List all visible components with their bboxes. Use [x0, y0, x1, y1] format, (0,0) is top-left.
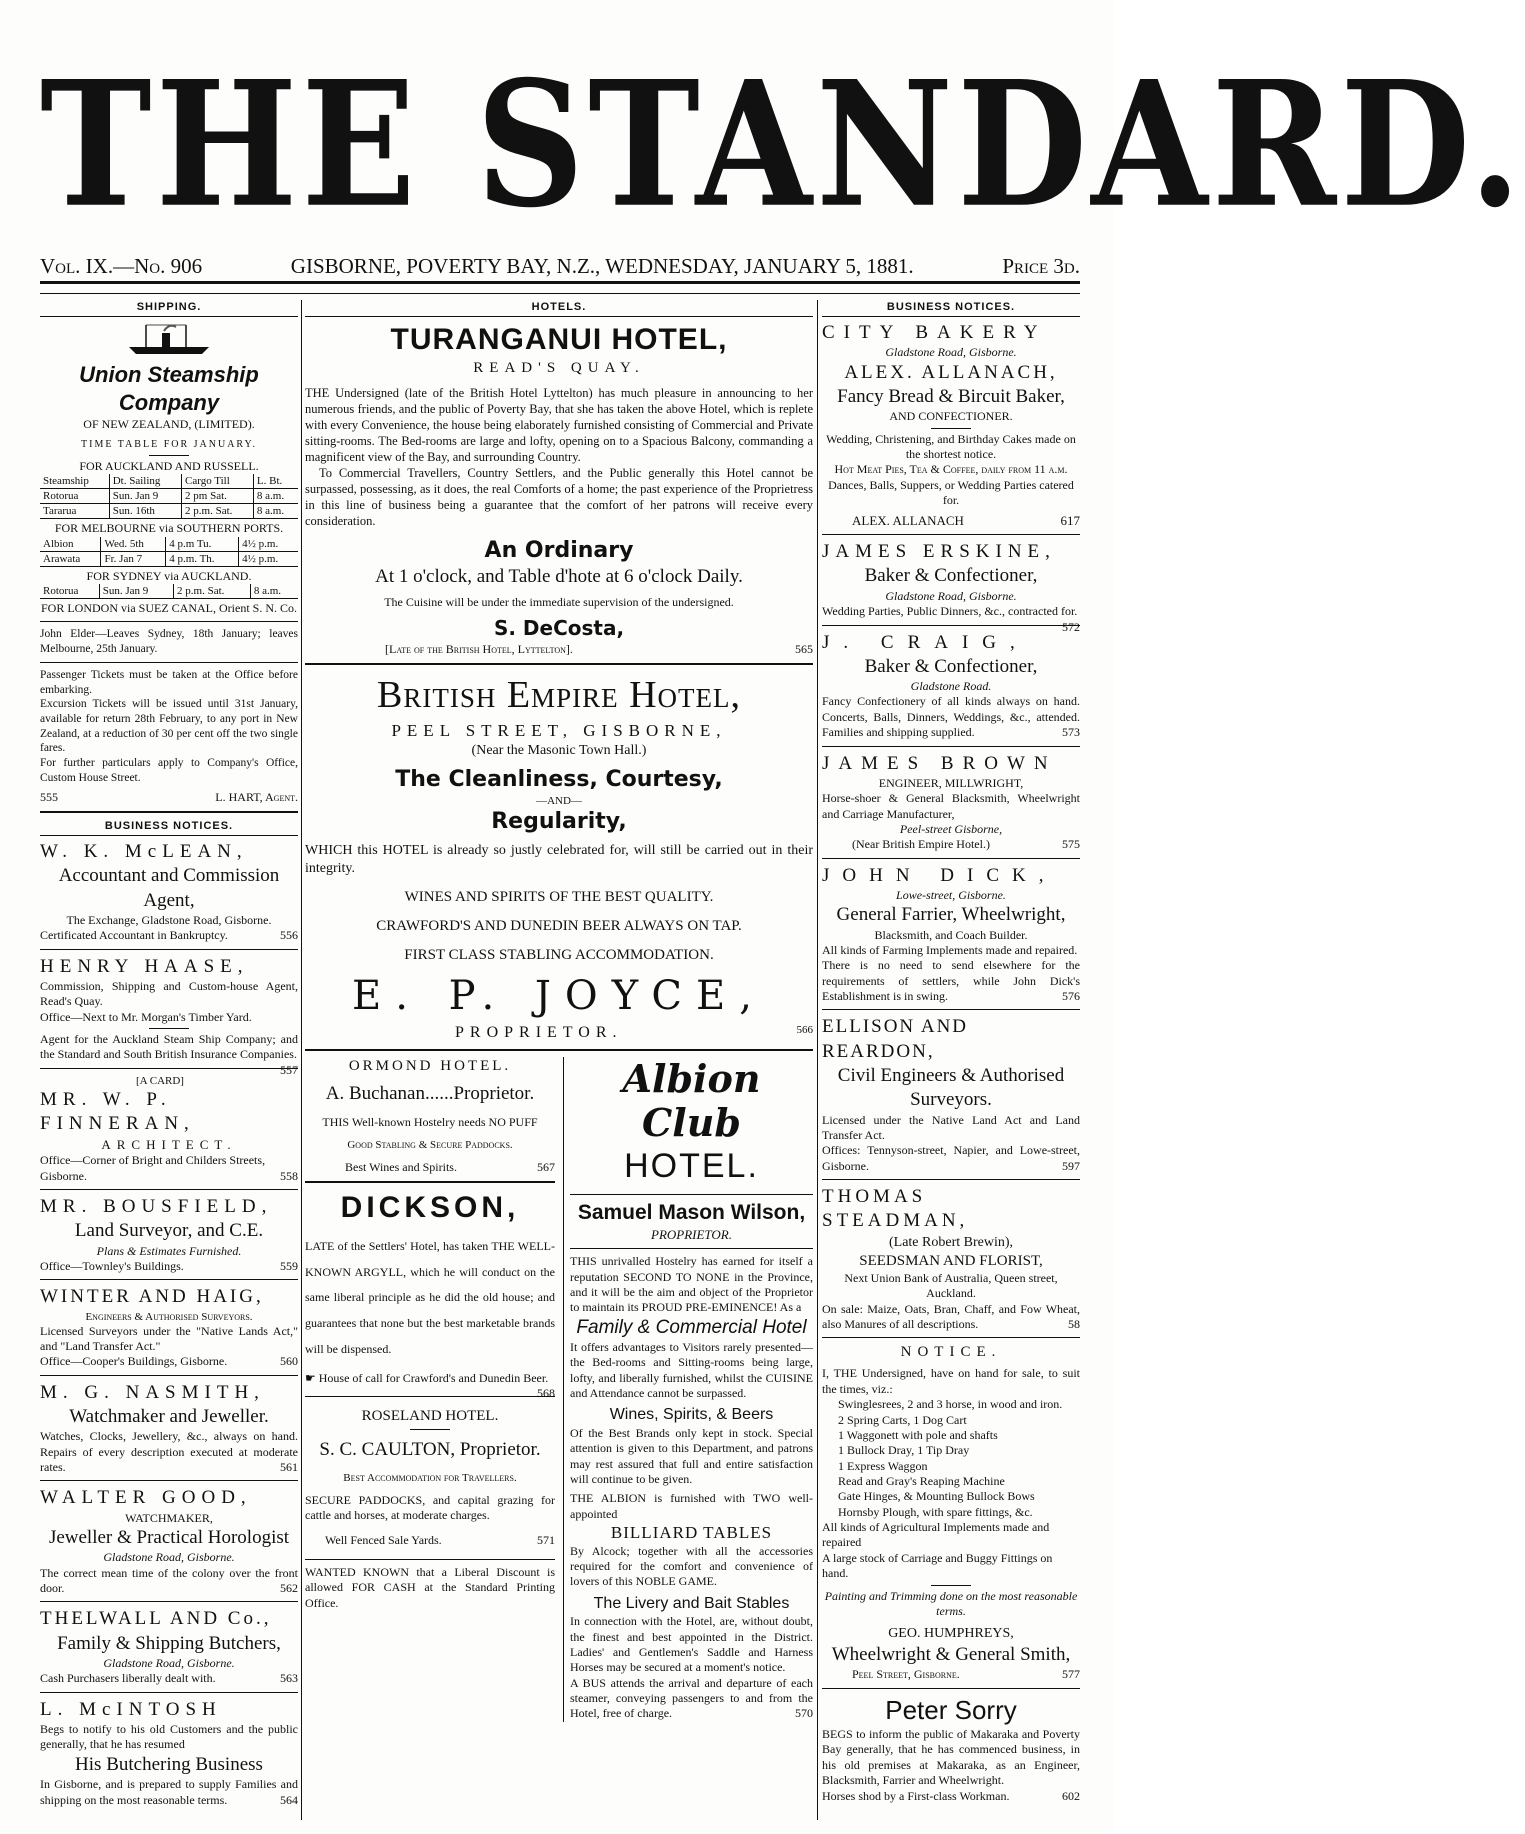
divider — [40, 1068, 298, 1069]
ad-name: MR. W. P. FINNERAN, — [40, 1088, 195, 1135]
divider — [149, 1028, 189, 1029]
ad-text: Horse-shoer & General Blacksmith, Wheelwright and Carriage Manufacturer, — [822, 791, 1080, 821]
table-cell: Sun. 16th — [109, 504, 181, 519]
route-heading: FOR LONDON via SUEZ CANAL, Orient S. N. Co. — [41, 601, 297, 616]
ad-title: SEEDSMAN AND FLORIST, — [859, 1252, 1043, 1269]
ad-number: 576 — [1062, 989, 1080, 1004]
masthead — [40, 43, 1525, 247]
table-row — [40, 551, 298, 566]
paragraph: Of the Best Brands only kept in stock. Special attention is given to this Department, and patrons may rest assured that full and entire satisfaction will continue to be given. — [570, 1425, 813, 1486]
divider — [40, 1692, 298, 1693]
schedule-table — [40, 537, 298, 567]
divider — [822, 625, 1080, 626]
ad-text: WINES AND SPIRITS OF THE BEST QUALITY. — [404, 888, 714, 905]
ad-title: Baker & Confectioner, — [864, 565, 1038, 587]
ad-number: 559 — [280, 1258, 298, 1273]
divider — [822, 1179, 1080, 1180]
table-cell: Sun. Jan 9 — [99, 584, 173, 599]
ad-name: WINTER AND HAIG, — [40, 1286, 264, 1308]
ad-text: Painting and Trimming done on the most reasonable terms. — [824, 1588, 1078, 1618]
steamship-icon — [124, 321, 214, 357]
ad-title: Wheelwright & General Smith, — [831, 1644, 1071, 1666]
table-cell: Arawata — [40, 551, 101, 566]
ad-text: Offices: Tennyson-street, Napier, and Lowe-street, Gisborne. — [822, 1143, 1080, 1173]
notice-list — [822, 1397, 1080, 1520]
ad-text: Office—Corner of Bright and Childers Streets, Gisborne. — [40, 1153, 266, 1183]
ad-number: 575 — [1062, 837, 1080, 852]
divider — [822, 858, 1080, 859]
ad-heading: The Cleanliness, Courtesy, — [395, 766, 723, 792]
ad-heading: Wines, Spirits, & Beers — [609, 1406, 774, 1424]
ad-address: Gladstone Road, Gisborne. — [885, 588, 1017, 603]
hotel-name: Albion Club — [622, 1056, 761, 1146]
divider — [40, 1480, 298, 1481]
ad-number: 556 — [280, 928, 298, 943]
paragraph: A BUS attends the arrival and departure of each steamer, conveying passengers to and from the Hotel, free of charge. — [570, 1675, 813, 1721]
dateline-place: GISBORNE, POVERTY BAY, N.Z., WEDNESDAY, JANUARY 5, 1881. — [290, 254, 914, 278]
ad-text: Wedding Parties, Public Dinners, &c., contracted for. — [822, 604, 1078, 619]
divider — [40, 811, 298, 813]
ad-subtitle: (Late Robert Brewin), — [888, 1234, 1013, 1250]
divider — [40, 621, 298, 622]
divider — [822, 1688, 1080, 1689]
ad-address: Gladstone Road, Gisborne. — [103, 1656, 235, 1671]
proprietor-name: S. C. CAULTON, Proprietor. — [319, 1439, 541, 1461]
hotel-name: British Empire Hotel, — [377, 674, 741, 717]
ad-text: PROPRIETOR. — [455, 1023, 623, 1041]
section-heading-hotels: HOTELS. — [305, 300, 813, 317]
ad-text: PROPRIETOR. — [651, 1226, 732, 1242]
divider — [822, 534, 1080, 535]
masthead-title: THE STANDARD. — [40, 43, 1525, 247]
ad-number: 561 — [280, 1460, 298, 1475]
table-cell: Albion — [40, 537, 101, 552]
company-subtitle: OF NEW ZEALAND, (LIMITED). — [83, 417, 255, 432]
hotel-subcolumns — [305, 1057, 813, 1722]
paragraph: To Commercial Travellers, Country Settlers, and the Public generally this Hotel cannot be surpassed, possessing, as it does, the real Comforts of a home; the past experience of the Proprietress in this line of business being a guarantee that the comfort of her patrons will receive every consideration. — [305, 465, 813, 528]
ad-title: Accountant and Commission Agent, — [58, 865, 280, 911]
schedule-table — [40, 584, 298, 599]
ad-number: 557 — [280, 1062, 298, 1077]
ad-text: Good Stabling & Secure Paddocks. — [347, 1139, 513, 1151]
paragraph: In connection with the Hotel, are, without doubt, the finest and best appointed in the District. Ladies' and Gentlemen's Saddle and Harness Horses may be secured at a moment's notice. — [570, 1614, 813, 1675]
ad-number: 567 — [537, 1160, 555, 1175]
divider — [822, 1337, 1080, 1338]
ad-number: 564 — [280, 1792, 298, 1807]
ad-text: Dances, Balls, Suppers, or Wedding Parties catered for. — [828, 477, 1074, 508]
divider — [305, 1049, 813, 1051]
table-cell: Rotorua — [40, 488, 109, 503]
ad-text: The Cuisine will be under the immediate supervision of the undersigned. — [384, 595, 734, 610]
ad-text: All kinds of Agricultural Implements made and repaired — [822, 1520, 1050, 1550]
ad-text: Licensed under the Native Land Act and Land Transfer Act. — [822, 1112, 1080, 1143]
ad-text: There is no need to send elsewhere for the requirements of settlers, while John Dick's Establishment is in swing. — [822, 958, 1080, 1004]
ad-title: ARCHITECT. — [101, 1136, 237, 1152]
ad-name: WALTER GOOD, — [40, 1487, 252, 1509]
hotel-address: (Near the Masonic Town Hall.) — [471, 742, 647, 758]
ad-number: 563 — [280, 1671, 298, 1686]
ad-signature: ALEX. ALLANACH — [852, 512, 964, 528]
paragraph: LATE of the Settlers' Hotel, has taken THE WELL-KNOWN ARGYLL, which he will conduct on the same liberal principle as he did the old house; and guarantees that none but the best marketable brands will be dispensed. — [305, 1238, 555, 1357]
table-row — [40, 474, 298, 489]
divider — [40, 1375, 298, 1376]
ad-text: [Late of the British Hotel, Lyttelton]. — [385, 642, 573, 657]
list-item: Gate Hinges, & Mounting Bullock Bows — [838, 1489, 1035, 1504]
list-item: 2 Spring Carts, 1 Dog Cart — [838, 1412, 967, 1427]
paragraph: John Elder—Leaves Sydney, 18th January; leaves Melbourne, 25th January. — [40, 628, 298, 656]
table-cell: Fr. Jan 7 — [101, 551, 166, 566]
proprietor-name: Samuel Mason Wilson, — [577, 1200, 806, 1224]
table-row — [40, 504, 298, 519]
hotel-subcolumn-left — [305, 1057, 555, 1722]
ad-text: Watches, Clocks, Jewellery, &c., always on hand. Repairs of every description executed at moderate rates. — [40, 1429, 298, 1475]
ad-text: At 1 o'clock, and Table d'hote at 6 o'clock Daily. — [375, 565, 743, 587]
ad-name: J. CRAIG, — [822, 631, 1029, 653]
section-heading-business: BUSINESS NOTICES. — [40, 819, 298, 836]
table-cell: Sun. Jan 9 — [109, 488, 181, 503]
ad-text: Fancy Confectionery of all kinds always on hand. Concerts, Balls, Dinners, Weddings, &c., attended. Families and shipping supplied. — [822, 694, 1080, 740]
ad-name: MR. BOUSFIELD, — [40, 1195, 273, 1217]
paragraph: SECURE PADDOCKS, and capital grazing for cattle and horses, at moderate charges. — [305, 1492, 555, 1523]
hotel-name: HOTEL. — [624, 1147, 759, 1186]
section-heading-business: BUSINESS NOTICES. — [822, 300, 1080, 317]
table-cell: 4½ p.m. — [242, 552, 279, 565]
paragraph: Excursion Tickets will be issued until 31st January, available for return 28th February, to any port in New Zealand, at a reduction of 30 per cent off the two single fares. — [40, 698, 298, 755]
divider — [40, 1279, 298, 1280]
list-item: 1 Waggonett with pole and shafts — [838, 1427, 998, 1442]
ad-text: Agent for the Auckland Steam Ship Company; and the Standard and South British Insurance Companies. — [40, 1032, 298, 1062]
ad-text: Commission, Shipping and Custom-house Agent, Read's Quay. — [40, 979, 298, 1009]
ad-text: Office—Townley's Buildings. — [40, 1258, 184, 1273]
ad-number: 565 — [795, 642, 813, 657]
list-item: Hornsby Plough, with spare fittings, &c. — [838, 1504, 1033, 1519]
table-header: Steamship — [40, 474, 109, 489]
ad-text: A large stock of Carriage and Buggy Fittings on hand. — [822, 1550, 1053, 1581]
ad-text: The correct mean time of the colony over the front door. — [40, 1565, 298, 1596]
ad-text: Plans & Estimates Furnished. — [96, 1243, 242, 1258]
ad-text — [305, 1370, 555, 1401]
ad-address: Peel-street Gisborne, — [899, 821, 1003, 836]
ad-text: Office—Cooper's Buildings, Gisborne. — [40, 1354, 228, 1369]
proprietor-name: S. DeCosta, — [493, 616, 625, 641]
paragraph: By Alcock; together with all the accessories required for the comfort and convenience of lovers of this NOBLE GAME. — [570, 1543, 813, 1589]
ad-text: Office—Next to Mr. Morgan's Timber Yard. — [40, 1009, 252, 1024]
ad-title: Watchmaker and Jeweller. — [69, 1406, 269, 1428]
ad-text: Best Wines and Spirits. — [345, 1160, 457, 1175]
table-cell: 2 pm Sat. — [182, 488, 254, 503]
ad-number: 555 — [40, 789, 58, 804]
divider — [822, 746, 1080, 747]
divider — [305, 1559, 555, 1560]
divider — [822, 1009, 1080, 1010]
divider — [40, 662, 298, 663]
header-rule — [40, 293, 1080, 294]
ad-title: Family & Shipping Butchers, — [57, 1632, 281, 1654]
ad-name: Peter Sorry — [885, 1694, 1017, 1725]
divider — [305, 1181, 555, 1183]
ad-text: Hot Meat Pies, Tea & Coffee, daily from 11 a.m. — [834, 462, 1068, 477]
table-header: Dt. Sailing — [109, 474, 181, 489]
ad-address: The Exchange, Gladstone Road, Gisborne. — [66, 913, 272, 928]
ad-name: M. G. NASMITH, — [40, 1381, 265, 1403]
paragraph: THIS unrivalled Hostelry has earned for itself a reputation SECOND TO NONE in the Province, and it will be the aim and object of the Proprietor to maintain its PROUD PRE-EMINENCE! As a — [570, 1254, 813, 1315]
ad-number: 571 — [537, 1533, 555, 1548]
proprietor-name: A. Buchanan......Proprietor. — [325, 1083, 535, 1105]
ad-title: Engineers & Authorised Surveyors. — [85, 1310, 253, 1323]
ad-text: I, THE Undersigned, have on hand for sale, to suit the times, viz.: — [822, 1366, 1080, 1396]
ad-text: House of call for Crawford's and Dunedin Beer. — [318, 1370, 549, 1385]
list-item: 1 Bullock Dray, 1 Tip Dray — [838, 1443, 970, 1458]
ad-text: BEGS to inform the public of Makaraka and Poverty Bay generally, that he has commenced business, in his old premises at Makaraka, as an Engineer, Blacksmith, Farrier and Wheelwright. — [822, 1727, 1080, 1788]
table-cell: 4 p.m Tu. — [166, 537, 239, 552]
column-divider — [817, 300, 818, 1820]
ad-name: THELWALL AND Co., — [40, 1608, 272, 1630]
ad-subtitle: WATCHMAKER, — [125, 1510, 213, 1525]
divider — [410, 1429, 450, 1430]
paragraph: Passenger Tickets must be taken at the Office before embarking. — [40, 668, 298, 696]
column-divider — [301, 300, 302, 1820]
ad-text: Certificated Accountant in Bankruptcy. — [40, 928, 228, 943]
ad-number: 58 — [1068, 1316, 1080, 1331]
ad-number: 572 — [1062, 619, 1080, 634]
route-heading: FOR MELBOURNE via SOUTHERN PORTS. — [54, 521, 284, 536]
ad-heading: An Ordinary — [484, 537, 634, 563]
section-heading-shipping: SHIPPING. — [40, 300, 298, 317]
ad-number: 570 — [795, 1706, 813, 1721]
table-row — [40, 488, 298, 503]
ad-text: Cash Purchasers liberally dealt with. — [40, 1671, 216, 1686]
ad-subtitle: AND CONFECTIONER. — [889, 409, 1013, 424]
divider — [305, 1396, 555, 1397]
divider — [570, 1248, 813, 1249]
ad-text: FIRST CLASS STABLING ACCOMMODATION. — [404, 947, 714, 964]
hand-pointer-icon: ☛ — [305, 1370, 319, 1385]
hotel-name: DICKSON, — [340, 1191, 520, 1225]
list-item: Swinglesrees, 2 and 3 horse, in wood and iron. — [838, 1397, 1063, 1412]
ad-subtitle: Blacksmith, and Coach Builder. — [874, 927, 1028, 942]
ad-address: Next Union Bank of Australia, Queen street, Auckland. — [844, 1270, 1058, 1301]
ad-title: Civil Engineers & Authorised Surveyors. — [837, 1065, 1065, 1111]
divider — [40, 1601, 298, 1602]
ad-name: L. McINTOSH — [40, 1698, 222, 1720]
ad-name: W. K. McLEAN, — [40, 841, 248, 863]
ad-title: His Butchering Business — [75, 1753, 263, 1775]
ad-text: All kinds of Farming Implements made and repaired. — [822, 943, 1078, 958]
ad-name: THOMAS STEADMAN, — [822, 1186, 969, 1232]
middle-column — [305, 300, 813, 1820]
divider — [931, 428, 971, 429]
ad-text: Wedding, Christening, and Birthday Cakes made on the shortest notice. — [826, 431, 1076, 462]
ad-number: 602 — [1062, 1788, 1080, 1803]
route-heading: FOR SYDNEY via AUCKLAND. — [86, 568, 252, 583]
table-cell: Wed. 5th — [101, 537, 166, 552]
ad-text: Begs to notify to his old Customers and the public generally, that he has resumed — [40, 1722, 298, 1752]
ad-name: ALEX. ALLANACH, — [844, 361, 1058, 383]
hotel-address: PEEL STREET, GISBORNE, — [391, 721, 727, 741]
table-cell: 2 p.m. Sat. — [182, 504, 254, 519]
ad-number: 617 — [1060, 512, 1080, 528]
paragraph: WANTED KNOWN that a Liberal Discount is allowed FOR CASH at the Standard Printing Office. — [305, 1564, 555, 1610]
ad-name: CITY BAKERY — [822, 322, 1047, 344]
ad-name: HENRY HAASE, — [40, 955, 249, 977]
ad-name: JAMES ERSKINE, — [822, 541, 1056, 563]
table-cell: Tararua — [40, 504, 109, 519]
ad-number: 597 — [1062, 1158, 1080, 1173]
ad-name: JAMES BROWN — [822, 752, 1057, 774]
volume-number: Vol. IX.—No. 906 — [40, 254, 203, 278]
ad-title: Fancy Bread & Bircuit Baker, — [837, 386, 1065, 408]
divider — [40, 1189, 298, 1190]
ad-number: 568 — [537, 1386, 555, 1401]
ad-number: 562 — [280, 1581, 298, 1596]
paragraph: It offers advantages to Visitors rarely presented—the Bed-rooms and Sitting-rooms being large, lofty, and liberally furnished, whilst the CUISINE and Attendance cannot be surpassed. — [570, 1339, 813, 1400]
ad-text: In Gisborne, and is prepared to supply Families and shipping on the most reasonable terms. — [40, 1777, 298, 1807]
schedule-table — [40, 474, 298, 519]
table-cell: 2 p.m. Sat. — [174, 584, 251, 599]
ad-label: [A CARD] — [136, 1074, 184, 1087]
table-cell: 8 a.m. — [253, 585, 282, 598]
ad-text: CRAWFORD'S AND DUNEDIN BEER ALWAYS ON TAP. — [376, 918, 742, 935]
ad-number: 573 — [1062, 725, 1080, 740]
ad-number: 560 — [280, 1354, 298, 1369]
ad-title: Land Surveyor, and C.E. — [74, 1220, 264, 1242]
table-cell: 4 p.m. Th. — [166, 551, 239, 566]
hotel-name: ORMOND HOTEL. — [348, 1058, 512, 1075]
ad-title: Baker & Confectioner, — [864, 655, 1038, 677]
ad-number: 566 — [796, 1023, 813, 1036]
ad-title: Jeweller & Practical Horologist — [48, 1527, 290, 1549]
ad-address: Gladstone Road. — [910, 679, 992, 694]
route-heading: FOR AUCKLAND AND RUSSELL. — [79, 458, 259, 473]
paragraph: WHICH this HOTEL is already so justly celebrated for, will still be carried out in their integrity. — [305, 843, 813, 877]
ad-text: On sale: Maize, Oats, Bran, Chaff, and Fow Wheat, also Manures of all descriptions. — [822, 1301, 1080, 1331]
ad-name: ELLISON AND REARDON, — [822, 1016, 969, 1062]
table-cell: 4½ p.m. — [242, 537, 279, 550]
ad-text: Best Accommodation for Travellers. — [343, 1471, 517, 1484]
ad-subtitle: ENGINEER, MILLWRIGHT, — [878, 775, 1024, 790]
ad-text: —AND— — [536, 794, 582, 807]
ad-text: THIS Well-known Hostelry needs NO PUFF — [322, 1114, 538, 1129]
ad-heading: The Livery and Bait Stables — [593, 1594, 790, 1612]
ad-text: Well Fenced Sale Yards. — [325, 1533, 442, 1548]
company-name: Union Steamship Company — [79, 362, 259, 416]
ad-number: 577 — [1062, 1667, 1080, 1682]
list-item: 1 Express Waggon — [838, 1458, 928, 1473]
right-column — [822, 300, 1080, 1820]
ad-number: 558 — [280, 1168, 298, 1183]
hotel-address: READ'S QUAY. — [473, 360, 645, 377]
divider — [149, 455, 189, 456]
ad-heading: Family & Commercial Hotel — [576, 1316, 807, 1338]
table-cell: 8 a.m. — [256, 489, 285, 502]
paragraph: For further particulars apply to Company's Office, Custom House Street. — [40, 757, 298, 784]
hotel-name: TURANGANUI HOTEL, — [390, 323, 728, 357]
table-row — [40, 537, 298, 552]
ad-text: Horses shod by a First-class Workman. — [822, 1788, 1010, 1803]
proprietor-name: E. P. JOYCE, — [352, 973, 766, 1020]
price: Price 3d. — [1002, 254, 1080, 278]
ad-text: Licensed Surveyors under the "Native Lands Act," and "Land Transfer Act." — [40, 1323, 298, 1353]
divider — [931, 1585, 971, 1586]
table-cell: 8 a.m. — [256, 505, 285, 518]
ad-heading: BILLIARD TABLES — [610, 1522, 773, 1542]
ad-address: Peel Street, Gisborne. — [852, 1667, 960, 1682]
ad-title: General Farrier, Wheelwright, — [836, 904, 1066, 926]
notice-heading: NOTICE. — [900, 1344, 1002, 1361]
hotel-name: ROSELAND HOTEL. — [361, 1408, 499, 1425]
paragraph: THE Undersigned (late of the British Hotel Lyttelton) has much pleasure in announcing to her numerous friends, and the public of Poverty Bay, that she has taken the above Hotel, which is replete with every Convenience, the house being elaborately furnished consisting of Commercial and Private sitting-rooms. The Bed-rooms are large and lofty, opening on to a Spacious Balcony, commanding a magnificent view of the Bay, and surrounding Country. — [305, 385, 813, 464]
ad-address: Lowe-street, Gisborne. — [896, 887, 1006, 902]
table-header: L. Bt. — [256, 474, 283, 487]
ad-address: Gladstone Road, Gisborne. — [885, 345, 1017, 360]
ad-address: Gladstone Road, Gisborne. — [103, 1550, 235, 1565]
ad-heading: Regularity, — [491, 808, 627, 834]
divider — [305, 663, 813, 665]
timetable-heading: TIME TABLE FOR JANUARY. — [81, 438, 257, 450]
list-item: Read and Gray's Reaping Machine — [838, 1474, 1005, 1488]
divider — [40, 949, 298, 950]
table-cell: Rotorua — [40, 584, 99, 599]
divider — [570, 1194, 813, 1195]
table-row — [40, 584, 298, 599]
ad-text: (Near British Empire Hotel.) — [852, 837, 990, 852]
ad-name: JOHN DICK, — [822, 864, 1057, 886]
hotel-subcolumn-right — [563, 1057, 813, 1722]
agent-name: L. HART, Agent. — [215, 789, 298, 804]
left-column — [40, 300, 298, 1820]
table-header: Cargo Till — [182, 474, 254, 489]
ad-name: GEO. HUMPHREYS, — [888, 1626, 1014, 1642]
dateline — [40, 254, 1080, 284]
paragraph: THE ALBION is furnished with TWO well-appointed — [570, 1491, 813, 1521]
